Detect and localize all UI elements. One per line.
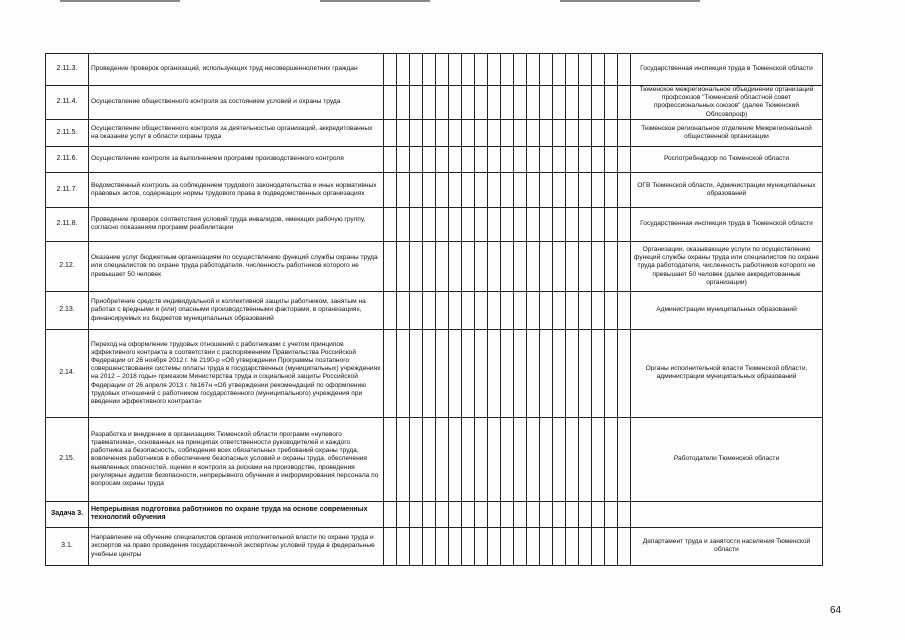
table-row [46, 417, 823, 501]
schedule-cell [618, 119, 631, 146]
schedule-cell [397, 172, 410, 207]
schedule-cell [592, 146, 605, 172]
schedule-cell [566, 417, 579, 501]
schedule-cell [527, 146, 540, 172]
schedule-cell [423, 54, 436, 86]
schedule-cell [488, 329, 501, 417]
schedule-cell [449, 527, 462, 565]
schedule-cell [566, 207, 579, 241]
schedule-cell [410, 527, 423, 565]
schedule-cell [514, 291, 527, 329]
schedule-cell [618, 291, 631, 329]
row-number: 2.15. [46, 417, 89, 501]
schedule-cell [436, 207, 449, 241]
schedule-cell [527, 417, 540, 501]
schedule-cell [449, 172, 462, 207]
schedule-cell [553, 54, 566, 86]
schedule-cell [462, 172, 475, 207]
schedule-cell [566, 86, 579, 120]
schedule-cell [462, 329, 475, 417]
schedule-cell [605, 119, 618, 146]
schedule-cell [605, 207, 618, 241]
schedule-cell [488, 54, 501, 86]
activity-cell: Разработка и внедрение в организациях Тюменской области программ «нулевого травматизма», основанных на принципах ответственности руководителей и каждого работника за безопасность, соблюдения всех обязательных требований охраны труда, вовлечения работников в обеспечение безопасных условий и охраны труда, обеспечения выявленных опасностей, оценки и контроля за рисками на производстве, проведения регулярных аудитов безопасности, непрерывного обучения и информирования персонала по вопросам охраны труда [89, 417, 384, 501]
responsible-cell: Государственная инспекция труда в Тюменской области [631, 54, 823, 86]
row-number: 2.11.7. [46, 172, 89, 207]
schedule-cell [423, 207, 436, 241]
schedule-cell [514, 527, 527, 565]
schedule-cell [579, 329, 592, 417]
schedule-cell [501, 119, 514, 146]
schedule-cell [605, 527, 618, 565]
schedule-cell [605, 291, 618, 329]
schedule-cell [488, 119, 501, 146]
schedule-cell [553, 207, 566, 241]
schedule-cell [501, 146, 514, 172]
activity-cell: Осуществление общественного контроля за состоянием условий и охраны труда [89, 86, 384, 120]
schedule-cell [592, 501, 605, 527]
schedule-cell [553, 329, 566, 417]
schedule-cell [462, 119, 475, 146]
schedule-cell [618, 501, 631, 527]
schedule-cell [605, 417, 618, 501]
plan-table [45, 53, 823, 566]
schedule-cell [410, 501, 423, 527]
schedule-cell [449, 119, 462, 146]
schedule-cell [475, 501, 488, 527]
row-number: 2.11.6. [46, 146, 89, 172]
schedule-cell [397, 119, 410, 146]
schedule-cell [449, 501, 462, 527]
schedule-cell [566, 501, 579, 527]
activity-cell: Ведомственный контроль за соблюдением трудового законодательства и иных нормативных правовых актов, содержащих нормы трудового права в подведомственных организациях [89, 172, 384, 207]
schedule-cell [514, 207, 527, 241]
table-row [46, 527, 823, 565]
schedule-cell [592, 172, 605, 207]
activity-cell: Приобретение средств индивидуальной и коллективной защиты работником, занятым на работах с вредными и (или) опасными производственными факторами, в организациях, финансируемых из бюджетов муниципальных образований [89, 291, 384, 329]
activity-cell: Оказание услуг бюджетным организациям по осуществлению функций службы охраны труда или специалистов по охране труда работодателя, численность работников которого не превышает 50 человек [89, 241, 384, 291]
schedule-cell [410, 172, 423, 207]
schedule-cell [540, 86, 553, 120]
row-number: 2.12. [46, 241, 89, 291]
row-number: 3.1. [46, 527, 89, 565]
activity-cell: Осуществление общественного контроля за деятельностью организаций, аккредитованных на оказание услуг в области охраны труда [89, 119, 384, 146]
schedule-cell [462, 291, 475, 329]
schedule-cell [605, 241, 618, 291]
schedule-cell [527, 291, 540, 329]
schedule-cell [410, 119, 423, 146]
row-number: 2.11.5. [46, 119, 89, 146]
schedule-cell [592, 241, 605, 291]
schedule-cell [488, 172, 501, 207]
schedule-cell [527, 501, 540, 527]
schedule-cell [397, 291, 410, 329]
schedule-cell [475, 86, 488, 120]
schedule-cell [566, 119, 579, 146]
schedule-cell [553, 86, 566, 120]
responsible-cell [631, 501, 823, 527]
schedule-cell [618, 417, 631, 501]
schedule-cell [566, 241, 579, 291]
schedule-cell [488, 207, 501, 241]
schedule-cell [488, 417, 501, 501]
schedule-cell [618, 54, 631, 86]
schedule-cell [384, 329, 397, 417]
schedule-cell [449, 291, 462, 329]
schedule-cell [514, 54, 527, 86]
responsible-cell: Департамент труда и занятости населения Тюменской области [631, 527, 823, 565]
schedule-cell [514, 146, 527, 172]
schedule-cell [618, 86, 631, 120]
schedule-cell [436, 291, 449, 329]
schedule-cell [462, 54, 475, 86]
schedule-cell [397, 417, 410, 501]
schedule-cell [410, 329, 423, 417]
schedule-cell [592, 417, 605, 501]
schedule-cell [462, 527, 475, 565]
schedule-cell [436, 86, 449, 120]
schedule-cell [475, 119, 488, 146]
schedule-cell [514, 501, 527, 527]
schedule-cell [436, 146, 449, 172]
schedule-cell [475, 54, 488, 86]
schedule-cell [423, 241, 436, 291]
activity-cell: Непрерывная подготовка работников по охране труда на основе современных технологий обучения [89, 501, 384, 527]
schedule-cell [397, 207, 410, 241]
schedule-cell [605, 501, 618, 527]
schedule-cell [397, 86, 410, 120]
schedule-cell [605, 54, 618, 86]
schedule-cell [488, 146, 501, 172]
schedule-cell [527, 172, 540, 207]
schedule-cell [384, 241, 397, 291]
schedule-cell [423, 501, 436, 527]
schedule-cell [579, 54, 592, 86]
schedule-cell [410, 291, 423, 329]
schedule-cell [514, 417, 527, 501]
schedule-cell [501, 291, 514, 329]
schedule-cell [540, 291, 553, 329]
responsible-cell: Организации, оказывающие услуги по осуществлению функций службы охраны труда или специалистов по охране труда работодателя, численность работников которого не превышает 50 человек (далее аккредитованные организации) [631, 241, 823, 291]
schedule-cell [462, 417, 475, 501]
schedule-cell [579, 527, 592, 565]
schedule-cell [488, 527, 501, 565]
schedule-cell [540, 241, 553, 291]
responsible-cell: Тюменское региональное отделение Межрегиональной общественной организации [631, 119, 823, 146]
schedule-cell [501, 172, 514, 207]
schedule-cell [540, 207, 553, 241]
schedule-cell [449, 207, 462, 241]
table-row [46, 172, 823, 207]
schedule-cell [605, 329, 618, 417]
responsible-cell: Государственная инспекция труда в Тюменской области [631, 207, 823, 241]
schedule-cell [410, 241, 423, 291]
table-row [46, 291, 823, 329]
table-row [46, 119, 823, 146]
schedule-cell [423, 417, 436, 501]
schedule-cell [436, 54, 449, 86]
schedule-cell [423, 86, 436, 120]
schedule-cell [449, 54, 462, 86]
schedule-cell [527, 207, 540, 241]
table-row [46, 54, 823, 86]
schedule-cell [618, 241, 631, 291]
schedule-cell [475, 146, 488, 172]
schedule-cell [566, 172, 579, 207]
schedule-cell [592, 54, 605, 86]
schedule-cell [397, 329, 410, 417]
schedule-cell [605, 86, 618, 120]
row-number: 2.13. [46, 291, 89, 329]
schedule-cell [579, 172, 592, 207]
schedule-cell [618, 172, 631, 207]
schedule-cell [384, 527, 397, 565]
schedule-cell [410, 207, 423, 241]
schedule-cell [579, 291, 592, 329]
schedule-cell [540, 527, 553, 565]
responsible-cell: Роспотребнадзор по Тюменской области [631, 146, 823, 172]
schedule-cell [618, 329, 631, 417]
schedule-cell [462, 241, 475, 291]
schedule-cell [540, 501, 553, 527]
schedule-cell [514, 172, 527, 207]
schedule-cell [423, 291, 436, 329]
schedule-cell [397, 527, 410, 565]
schedule-cell [436, 329, 449, 417]
schedule-cell [566, 527, 579, 565]
schedule-cell [540, 417, 553, 501]
schedule-cell [462, 86, 475, 120]
schedule-cell [553, 291, 566, 329]
schedule-cell [475, 417, 488, 501]
schedule-cell [397, 146, 410, 172]
schedule-cell [618, 527, 631, 565]
schedule-cell [592, 207, 605, 241]
schedule-cell [540, 329, 553, 417]
schedule-cell [618, 146, 631, 172]
schedule-cell [384, 146, 397, 172]
schedule-cell [423, 119, 436, 146]
schedule-cell [410, 86, 423, 120]
schedule-cell [605, 172, 618, 207]
activity-cell: Проведение проверок организаций, использующих труд несовершеннолетних граждан [89, 54, 384, 86]
schedule-cell [540, 146, 553, 172]
schedule-cell [475, 291, 488, 329]
schedule-cell [540, 119, 553, 146]
schedule-cell [488, 501, 501, 527]
schedule-cell [449, 146, 462, 172]
schedule-cell [436, 501, 449, 527]
table-row [46, 207, 823, 241]
schedule-cell [566, 329, 579, 417]
schedule-cell [501, 501, 514, 527]
row-number: Задача 3. [46, 501, 89, 527]
schedule-cell [501, 417, 514, 501]
task-row [46, 501, 823, 527]
schedule-cell [384, 291, 397, 329]
schedule-cell [566, 54, 579, 86]
schedule-cell [579, 501, 592, 527]
schedule-cell [384, 86, 397, 120]
schedule-cell [514, 241, 527, 291]
schedule-cell [410, 54, 423, 86]
schedule-cell [501, 527, 514, 565]
activity-cell: Переход на оформление трудовых отношений с работниками с учетом принципов эффективного контракта в соответствии с распоряжением Правительства Российской Федерации от 26 ноября 2012 г. № 2190-р «Об утверждении Программы поэтапного совершенствования системы оплаты труда в государственных (муниципальных) учреждениях на 2012 – 2018 годы» приказом Министерства труда и социальной защиты Российской Федерации от 26 апреля 2013 г. №167н «Об утверждении рекомендаций по оформлению трудовых отношений с работником государственного (муниципального) учреждения при введении эффективного контракта» [89, 329, 384, 417]
schedule-cell [397, 54, 410, 86]
schedule-cell [527, 241, 540, 291]
schedule-cell [527, 527, 540, 565]
schedule-cell [501, 207, 514, 241]
schedule-cell [592, 527, 605, 565]
schedule-cell [501, 329, 514, 417]
schedule-cell [540, 172, 553, 207]
schedule-cell [410, 146, 423, 172]
schedule-cell [527, 86, 540, 120]
schedule-cell [540, 54, 553, 86]
schedule-cell [436, 172, 449, 207]
schedule-cell [449, 241, 462, 291]
activity-cell: Осуществление контроля за выполнением программ производственного контроля [89, 146, 384, 172]
schedule-cell [384, 119, 397, 146]
schedule-cell [423, 146, 436, 172]
page-number: 64 [830, 605, 842, 616]
schedule-cell [566, 291, 579, 329]
schedule-cell [449, 86, 462, 120]
schedule-cell [449, 329, 462, 417]
schedule-cell [423, 172, 436, 207]
schedule-cell [462, 146, 475, 172]
schedule-cell [592, 86, 605, 120]
schedule-cell [501, 86, 514, 120]
schedule-cell [592, 119, 605, 146]
schedule-cell [579, 417, 592, 501]
schedule-cell [436, 241, 449, 291]
table-row [46, 241, 823, 291]
row-number: 2.11.3. [46, 54, 89, 86]
responsible-cell: ОГВ Тюменской области, Администрации муниципальных образований [631, 172, 823, 207]
schedule-cell [436, 417, 449, 501]
activity-cell: Направление на обучение специалистов органов исполнительной власти по охране труда и экспертов на право проведения государственной экспертизы условий труда в федеральные учебные центры [89, 527, 384, 565]
responsible-cell: Органы исполнительной власти Тюменской области, администрации муниципальных образований [631, 329, 823, 417]
schedule-cell [579, 241, 592, 291]
activity-cell: Проведение проверок соответствия условий труда инвалидов, имеющих рабочую группу, согласно показаниям программ реабилитации [89, 207, 384, 241]
schedule-cell [501, 54, 514, 86]
schedule-cell [384, 501, 397, 527]
table-row [46, 329, 823, 417]
schedule-cell [462, 501, 475, 527]
schedule-cell [579, 119, 592, 146]
schedule-cell [553, 172, 566, 207]
schedule-cell [397, 241, 410, 291]
schedule-cell [553, 417, 566, 501]
schedule-cell [488, 291, 501, 329]
schedule-cell [449, 417, 462, 501]
schedule-cell [475, 172, 488, 207]
schedule-cell [423, 329, 436, 417]
schedule-cell [488, 241, 501, 291]
schedule-cell [527, 329, 540, 417]
schedule-cell [618, 207, 631, 241]
schedule-cell [527, 119, 540, 146]
schedule-cell [384, 54, 397, 86]
schedule-cell [410, 417, 423, 501]
row-number: 2.11.8. [46, 207, 89, 241]
schedule-cell [514, 329, 527, 417]
schedule-cell [553, 241, 566, 291]
row-number: 2.14. [46, 329, 89, 417]
responsible-cell: Тюменское межрегиональное объединение организаций профсоюзов "Тюменский областной совет профессиональных союзов" (далее Тюменский Облсовпроф) [631, 86, 823, 120]
schedule-cell [592, 291, 605, 329]
schedule-cell [566, 146, 579, 172]
schedule-cell [436, 119, 449, 146]
schedule-cell [553, 501, 566, 527]
schedule-cell [527, 54, 540, 86]
schedule-cell [553, 146, 566, 172]
schedule-cell [592, 329, 605, 417]
schedule-cell [488, 86, 501, 120]
schedule-cell [579, 207, 592, 241]
schedule-cell [423, 527, 436, 565]
schedule-cell [384, 172, 397, 207]
schedule-cell [514, 119, 527, 146]
row-number: 2.11.4. [46, 86, 89, 120]
table-row [46, 86, 823, 120]
schedule-cell [553, 527, 566, 565]
schedule-cell [514, 86, 527, 120]
responsible-cell: Администрации муниципальных образований [631, 291, 823, 329]
schedule-cell [436, 527, 449, 565]
responsible-cell: Работодатели Тюменской области [631, 417, 823, 501]
schedule-cell [605, 146, 618, 172]
schedule-cell [475, 527, 488, 565]
schedule-cell [384, 417, 397, 501]
schedule-cell [475, 241, 488, 291]
schedule-cell [579, 146, 592, 172]
table-row [46, 146, 823, 172]
schedule-cell [475, 329, 488, 417]
schedule-cell [397, 501, 410, 527]
schedule-cell [462, 207, 475, 241]
schedule-cell [553, 119, 566, 146]
schedule-cell [475, 207, 488, 241]
schedule-cell [384, 207, 397, 241]
schedule-cell [579, 86, 592, 120]
schedule-cell [501, 241, 514, 291]
